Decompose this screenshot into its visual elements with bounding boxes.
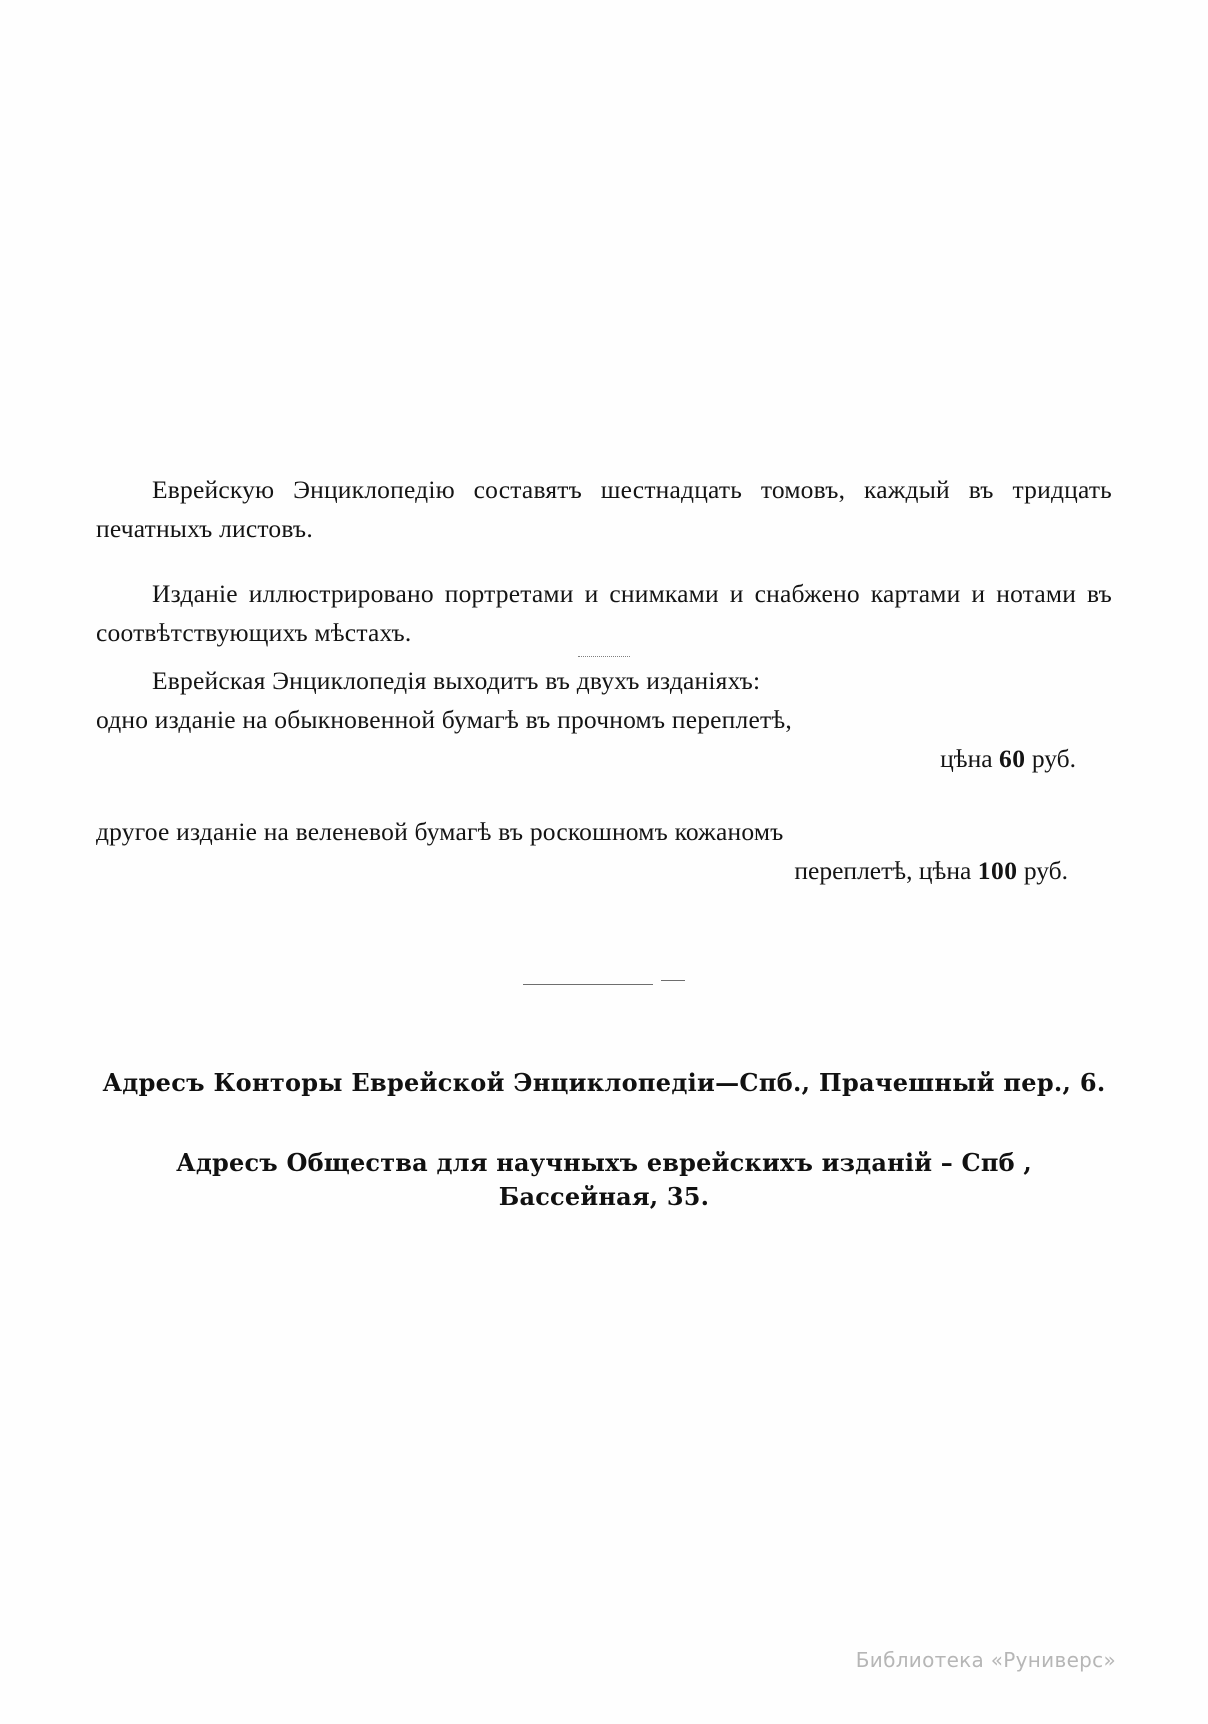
document-body: [96, 470, 1112, 1214]
price-line-vellum: [96, 851, 1112, 890]
paragraph-volumes: Еврейскую Энциклопедію составятъ шестнадцать томовъ, каждый въ тридцать печатныхъ листовъ.: [96, 475, 1112, 543]
paragraph-edition-ordinary: одно изданіе на обыкновенной бумагѣ въ прочномъ переплетѣ,: [96, 705, 792, 734]
address-office: Адресъ Конторы Еврейской Энциклопедіи—Спб., Прачешный пер., 6.: [102, 1068, 1106, 1097]
price-prefix-ordinary: цѣна: [940, 744, 993, 773]
section-divider: [96, 972, 1112, 990]
library-watermark: Библиотека «Руниверс»: [855, 1648, 1116, 1672]
paragraph-edition-vellum: другое изданіе на веленевой бумагѣ въ роскошномъ кожаномъ: [96, 817, 784, 846]
spacer: [96, 548, 1112, 574]
price-line-ordinary: [96, 739, 1112, 778]
price-prefix-vellum: переплетѣ, цѣна: [794, 856, 972, 885]
spacer: [96, 778, 1112, 812]
paragraph-illustrations: Изданіе иллюстрировано портретами и снимками и снабжено картами и нотами въ соотвѣтствующихъ мѣстахъ.: [96, 579, 1112, 647]
price-suffix-vellum: руб.: [1023, 856, 1068, 885]
price-amount-ordinary: 60: [998, 744, 1026, 773]
decorative-mini-rule: [578, 656, 630, 657]
price-suffix-ordinary: руб.: [1031, 744, 1076, 773]
price-amount-vellum: 100: [977, 856, 1018, 885]
address-society: Адресъ Общества для научныхъ еврейскихъ изданій – Спб , Бассейная, 35.: [176, 1148, 1032, 1211]
paragraph-editions-intro: Еврейская Энциклопедія выходитъ въ двухъ изданіяхъ:: [152, 666, 761, 695]
